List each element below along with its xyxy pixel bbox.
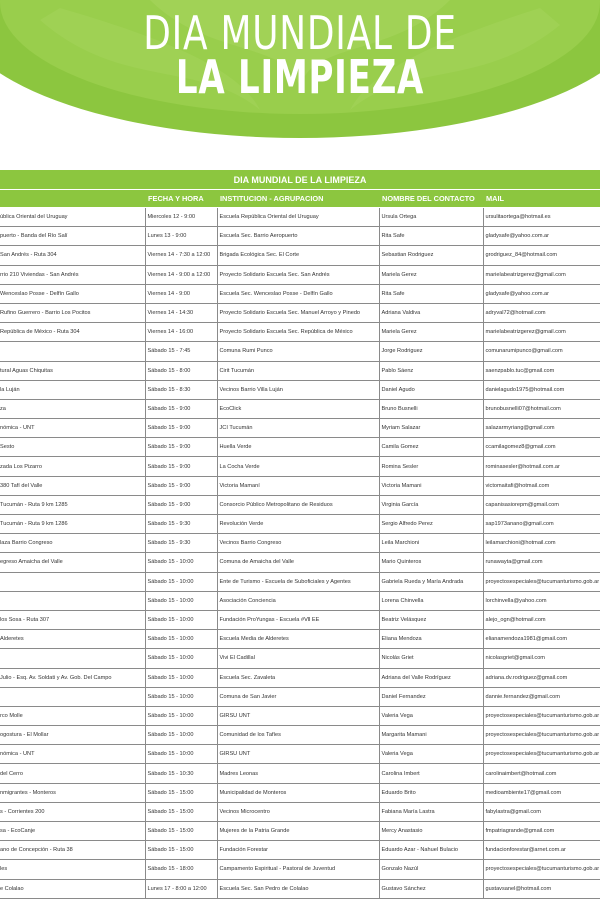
email-cell: leilamarchioni@hotmail.com [483,534,600,553]
location-cell: nómica - UNT [0,419,145,438]
email-cell: proyectosespeciales@tucumanturismo.gob.ar [483,726,600,745]
location-cell: tural Aguas Chiquitas [0,361,145,380]
table-row [0,380,600,399]
date-time-cell: Sábado 15 - 10:00 [145,630,217,649]
column-header: FECHA Y HORA [145,190,217,208]
date-time-cell: Sábado 15 - 15:00 [145,841,217,860]
email-cell: fabylastra@gmail.com [483,802,600,821]
date-time-cell: Sábado 15 - 8:30 [145,380,217,399]
date-time-cell: Sábado 15 - 15:00 [145,783,217,802]
column-header: INSTITUCION - AGRUPACION [217,190,379,208]
contact-name-cell: Valeria Vega [379,706,483,725]
email-cell: capanisasiorepm@gmail.com [483,495,600,514]
table-row [0,515,600,534]
table-header-row [0,190,600,208]
date-time-cell: Sábado 15 - 10:00 [145,553,217,572]
contact-name-cell: Margarita Mamani [379,726,483,745]
table-row [0,495,600,514]
contact-name-cell: Carolina Imbert [379,764,483,783]
contact-name-cell: Sergio Alfredo Perez [379,515,483,534]
institution-cell: Proyecto Solidario Escuela Sec. Manuel Arroyo y Pinedo [217,303,379,322]
contact-name-cell: Victoria Mamani [379,476,483,495]
institution-cell: Vivi El Cadillal [217,649,379,668]
location-cell: e Colalao [0,879,145,898]
email-cell: fundacionforestar@arnet.com.ar [483,841,600,860]
location-cell [0,591,145,610]
date-time-cell: Sábado 15 - 9:30 [145,534,217,553]
institution-cell: Escuela Sec. Zavaleta [217,668,379,687]
table-row [0,630,600,649]
date-time-cell: Viernes 14 - 9:00 a 12:00 [145,265,217,284]
email-cell: rominasesler@hotmail.com.ar [483,457,600,476]
date-time-cell: Sábado 15 - 10:00 [145,726,217,745]
table-row [0,726,600,745]
table-row [0,534,600,553]
institution-cell: Asociación Conciencia [217,591,379,610]
date-time-cell: Sábado 15 - 10:00 [145,649,217,668]
banner-title-line2: LA LIMPIEZA [175,50,425,104]
location-cell: les [0,860,145,879]
email-cell: adriana.dv.rodriguez@gmail.com [483,668,600,687]
date-time-cell: Miercoles 12 - 9:00 [145,208,217,227]
date-time-cell: Lunes 17 - 8:00 a 12:00 [145,879,217,898]
email-cell: runawayta@gmail.com [483,553,600,572]
location-cell: puerto - Banda del Río Salí [0,227,145,246]
events-table-container [0,170,600,899]
table-row [0,323,600,342]
email-cell: proyectosespeciales@tucumanturismo.gob.ar [483,706,600,725]
date-time-cell: Sábado 15 - 10:00 [145,687,217,706]
date-time-cell: Sábado 15 - 9:00 [145,419,217,438]
institution-cell: Mujeres de la Patria Grande [217,822,379,841]
email-cell: victomaitafi@hotmail.com [483,476,600,495]
location-cell: nmigrantes - Monteros [0,783,145,802]
contact-name-cell: Beatriz Velásquez [379,610,483,629]
table-row [0,764,600,783]
contact-name-cell: Virginia García [379,495,483,514]
email-cell: lorchinvella@yahoo.com [483,591,600,610]
email-cell: proyectosespeciales@tucumanturismo.gob.ar [483,860,600,879]
table-row [0,610,600,629]
contact-name-cell: Adriana del Valle Rodríguez [379,668,483,687]
institution-cell: Fundación Forestar [217,841,379,860]
email-cell: marielabeatrizgerez@gmail.com [483,265,600,284]
date-time-cell: Sábado 15 - 10:00 [145,706,217,725]
date-time-cell: Sábado 15 - 9:30 [145,515,217,534]
date-time-cell: Sábado 15 - 8:00 [145,361,217,380]
contact-name-cell: Jorge Rodriguez [379,342,483,361]
institution-cell: Campamento Espiritual - Pastoral de Juventud [217,860,379,879]
table-row [0,802,600,821]
contact-name-cell: Sebastian Rodriguez [379,246,483,265]
contact-name-cell: Mariela Gerez [379,265,483,284]
email-cell: proyectosespeciales@tucumanturismo.gob.ar [483,572,600,591]
location-cell: nómica - UNT [0,745,145,764]
date-time-cell: Sábado 15 - 18:00 [145,860,217,879]
location-cell: egreso Amaicha del Valle [0,553,145,572]
table-row [0,783,600,802]
location-cell: zada Los Pizarro [0,457,145,476]
contact-name-cell: Pablo Sáenz [379,361,483,380]
date-time-cell: Sábado 15 - 9:00 [145,476,217,495]
institution-cell: Brigada Ecológica Sec. El Corte [217,246,379,265]
column-header: MAIL [483,190,600,208]
email-cell: brunobusnelli07@hotmail.com [483,399,600,418]
institution-cell: JCI Tucumán [217,419,379,438]
date-time-cell: Sábado 15 - 10:00 [145,572,217,591]
table-row [0,687,600,706]
email-cell: grodriguez_84@hotmail.com [483,246,600,265]
institution-cell: La Cocha Verde [217,457,379,476]
location-cell: Julio - Esq. Av. Soldati y Av. Gob. Del Campo [0,668,145,687]
location-cell: Alderetes [0,630,145,649]
table-row [0,399,600,418]
email-cell: comunarumipunco@gmail.com [483,342,600,361]
table-row [0,591,600,610]
contact-name-cell: Eliana Mendoza [379,630,483,649]
contact-name-cell: Gabriela Rueda y María Andrada [379,572,483,591]
email-cell: dannie.fernandez@gmail.com [483,687,600,706]
date-time-cell: Viernes 14 - 16:00 [145,323,217,342]
date-time-cell: Sábado 15 - 15:00 [145,802,217,821]
table-row [0,419,600,438]
institution-cell: Fundación ProYungas - Escuela #Ⅶ EE [217,610,379,629]
contact-name-cell: Mariela Gerez [379,323,483,342]
location-cell: sa - EcoCanje [0,822,145,841]
institution-cell: Cirit Tucumán [217,361,379,380]
email-cell: medioambiente17@gmail.com [483,783,600,802]
contact-name-cell: Valeria Vega [379,745,483,764]
date-time-cell: Sábado 15 - 9:00 [145,457,217,476]
location-cell: Tucumán - Ruta 9 km 1286 [0,515,145,534]
location-cell [0,572,145,591]
contact-name-cell: Eduardo Brito [379,783,483,802]
institution-cell: Comuna Rumi Punco [217,342,379,361]
table-row [0,860,600,879]
table-row [0,303,600,322]
table-row [0,246,600,265]
location-cell: Rufino Guerrero - Barrio Los Pocitos [0,303,145,322]
contact-name-cell: Daniel Agudo [379,380,483,399]
email-cell: gladysafe@yahoo.com.ar [483,227,600,246]
contact-name-cell: Nicolás Griet [379,649,483,668]
table-row [0,208,600,227]
institution-cell: Proyecto Solidario Escuela Sec. República de México [217,323,379,342]
contact-name-cell: Rita Safe [379,284,483,303]
date-time-cell: Sábado 15 - 10:00 [145,591,217,610]
institution-cell: Comuna de Amaicha del Valle [217,553,379,572]
contact-name-cell: Leila Marchioni [379,534,483,553]
institution-cell: Revolución Verde [217,515,379,534]
location-cell: 380 Tafí del Valle [0,476,145,495]
email-cell: ccamilagomez8@gmail.com [483,438,600,457]
date-time-cell: Viernes 14 - 14:30 [145,303,217,322]
email-cell: carolinaimbert@hotmail.com [483,764,600,783]
table-row [0,706,600,725]
location-cell: San Andrés - Ruta 304 [0,246,145,265]
institution-cell: Comuna de San Javier [217,687,379,706]
institution-cell: Escuela Sec. Barrio Aeropuerto [217,227,379,246]
table-row [0,284,600,303]
institution-cell: Escuela Sec. San Pedro de Colalao [217,879,379,898]
email-cell: fmpatriagrande@gmail.com [483,822,600,841]
location-cell: la Luján [0,380,145,399]
contact-name-cell: Ursula Ortega [379,208,483,227]
email-cell: gustavsanel@hotmail.com [483,879,600,898]
location-cell: ogostura - El Mollar [0,726,145,745]
location-cell: rrio 210 Viviendas - San Andrés [0,265,145,284]
institution-cell: Proyecto Solidario Escuela Sec. San Andrés [217,265,379,284]
email-cell: sap1973anano@gmail.com [483,515,600,534]
date-time-cell: Sábado 15 - 10:00 [145,668,217,687]
table-row [0,476,600,495]
table-row [0,361,600,380]
email-cell: marielabeatrizgerez@gmail.com [483,323,600,342]
email-cell: alejo_ogn@hotmail.com [483,610,600,629]
location-cell [0,687,145,706]
email-cell: proyectosespeciales@tucumanturismo.gob.ar [483,745,600,764]
table-row [0,553,600,572]
table-row [0,438,600,457]
email-cell: adryval72@hotmail.com [483,303,600,322]
location-cell: Sesto [0,438,145,457]
date-time-cell: Sábado 15 - 10:30 [145,764,217,783]
institution-cell: Vecinos Microcentro [217,802,379,821]
location-cell: del Cerro [0,764,145,783]
date-time-cell: Lunes 13 - 9:00 [145,227,217,246]
institution-cell: Ente de Turismo - Escuela de Suboficiales y Agentes [217,572,379,591]
email-cell: ursulitaortega@hotmail.es [483,208,600,227]
table-row [0,745,600,764]
email-cell: salazarmyriang@gmail.com [483,419,600,438]
contact-name-cell: Myriam Salazar [379,419,483,438]
institution-cell: Vecinos Barrio Villa Luján [217,380,379,399]
contact-name-cell: Romina Sesler [379,457,483,476]
column-header [0,190,145,208]
table-caption: DIA MUNDIAL DE LA LIMPIEZA [0,170,600,190]
location-cell: s - Corrientes 200 [0,802,145,821]
table-row [0,457,600,476]
email-cell: elianamendoza1981@gmail.com [483,630,600,649]
location-cell [0,649,145,668]
institution-cell: Madres Leonas [217,764,379,783]
location-cell: Wenceslao Posse - Delfín Gallo [0,284,145,303]
contact-name-cell: Bruno Busnelli [379,399,483,418]
contact-name-cell: Lorena Chinvella [379,591,483,610]
location-cell [0,342,145,361]
institution-cell: Comunidad de los Tafíes [217,726,379,745]
institution-cell: Huella Verde [217,438,379,457]
contact-name-cell: Daniel Fernandez [379,687,483,706]
location-cell: laza Barrio Congreso [0,534,145,553]
contact-name-cell: Mercy Anastasio [379,822,483,841]
table-row [0,649,600,668]
email-cell: nicolasgriet@gmail.com [483,649,600,668]
table-row [0,841,600,860]
institution-cell: Victoria Mamaní [217,476,379,495]
date-time-cell: Viernes 14 - 9:00 [145,284,217,303]
location-cell: za [0,399,145,418]
institution-cell: GIRSU UNT [217,706,379,725]
contact-name-cell: Adriana Valdiva [379,303,483,322]
date-time-cell: Sábado 15 - 9:00 [145,438,217,457]
table-row [0,668,600,687]
contact-name-cell: Mario Quinteros [379,553,483,572]
institution-cell: GIRSU UNT [217,745,379,764]
location-cell: República de México - Ruta 304 [0,323,145,342]
contact-name-cell: Eduardo Azar - Nahuel Bulacio [379,841,483,860]
institution-cell: Consorcio Público Metropolitano de Residuos [217,495,379,514]
date-time-cell: Sábado 15 - 9:00 [145,495,217,514]
institution-cell: EcoClick [217,399,379,418]
email-cell: gladysafe@yahoo.com.ar [483,284,600,303]
institution-cell: Vecinos Barrio Congreso [217,534,379,553]
banner-title-line1: DIA MUNDIAL DE [143,6,457,60]
table-row [0,342,600,361]
location-cell: ano de Concepción - Ruta 38 [0,841,145,860]
location-cell: los Sosa - Ruta 307 [0,610,145,629]
email-cell: danielagudo1975@hotmail.com [483,380,600,399]
date-time-cell: Sábado 15 - 10:00 [145,610,217,629]
date-time-cell: Sábado 15 - 7:45 [145,342,217,361]
table-body [0,208,600,899]
email-cell: saenzpablo.tuc@gmail.com [483,361,600,380]
location-cell: Tucumán - Ruta 9 km 1285 [0,495,145,514]
table-row [0,227,600,246]
column-header: NOMBRE DEL CONTACTO [379,190,483,208]
table-row [0,572,600,591]
contact-name-cell: Rita Safe [379,227,483,246]
contact-name-cell: Fabiana María Lastra [379,802,483,821]
location-cell: rco Molle [0,706,145,725]
institution-cell: Municipalidad de Monteros [217,783,379,802]
location-cell: ública Oriental del Uruguay [0,208,145,227]
date-time-cell: Sábado 15 - 9:00 [145,399,217,418]
table-row [0,822,600,841]
date-time-cell: Viernes 14 - 7:30 a 12:00 [145,246,217,265]
date-time-cell: Sábado 15 - 15:00 [145,822,217,841]
table-row [0,265,600,284]
contact-name-cell: Camila Gomez [379,438,483,457]
institution-cell: Escuela República Oriental del Uruguay [217,208,379,227]
contact-name-cell: Gonzalo Nazúl [379,860,483,879]
events-table [0,170,600,899]
institution-cell: Escuela Media de Alderetes [217,630,379,649]
institution-cell: Escuela Sec. Wenceslao Posse - Delfín Gallo [217,284,379,303]
date-time-cell: Sábado 15 - 10:00 [145,745,217,764]
table-row [0,879,600,898]
header-banner [0,0,600,160]
contact-name-cell: Gustavo Sánchez [379,879,483,898]
